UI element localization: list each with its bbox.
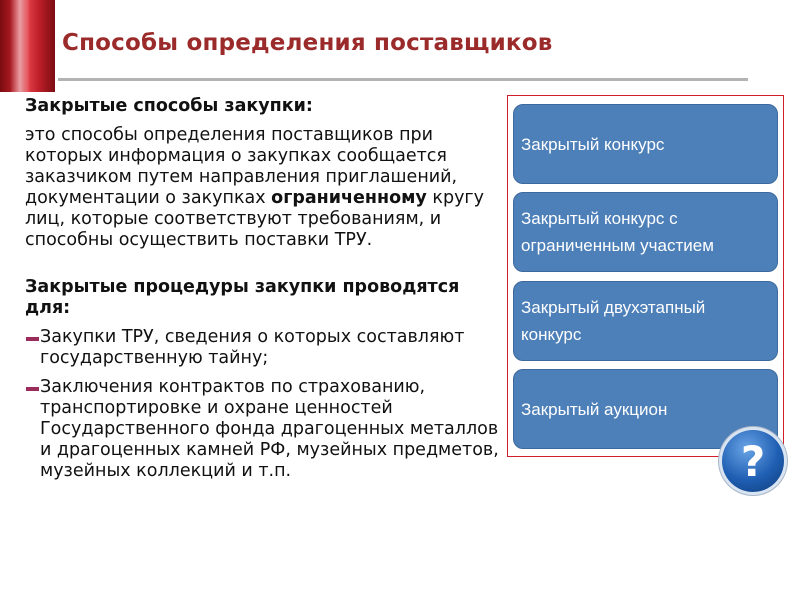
definition-text [25,125,500,251]
method-closed-auction: Закрытый аукцион [513,369,778,449]
methods-panel [507,95,784,457]
slide-title: Способы определения поставщиков [62,30,553,56]
help-question-button[interactable] [722,430,784,492]
bullet-text: Заключения контрактов по страхованию, транспортировке и охране ценностей Государственного фонда драгоценных металлов и драгоценных камней РФ, музейных предметов, музейных коллекций и т.п. [40,377,499,481]
dash-bullet-icon [26,387,39,391]
left-text-column [25,96,500,490]
bullet-text: Закупки ТРУ, сведения о которых составляют государственную тайну; [40,327,465,368]
dash-bullet-icon [26,337,39,341]
definition-part-1: это способы определения поставщиков при которых информация о закупках сообщается заказчиком путем направления приглашений, документации о закупках [25,125,458,208]
method-closed-tender: Закрытый конкурс [513,104,778,184]
bullet-item [25,377,500,482]
method-closed-two-stage-tender: Закрытый двухэтапный конкурс [513,281,778,361]
definition-emphasis: ограниченному [271,188,427,208]
question-mark-icon: ? [740,436,766,486]
decorative-accent-bar [0,0,55,92]
closed-methods-heading: Закрытые способы закупки: [25,96,313,116]
bullet-item [25,327,500,369]
procedures-heading: Закрытые процедуры закупки проводятся для: [25,277,460,318]
method-closed-limited-tender: Закрытый конкурс с ограниченным участием [513,192,778,272]
definition-part-2: кругу лиц, которые соответствуют требованиям, и способны осуществить поставки ТРУ. [25,188,484,250]
title-divider [58,78,748,81]
